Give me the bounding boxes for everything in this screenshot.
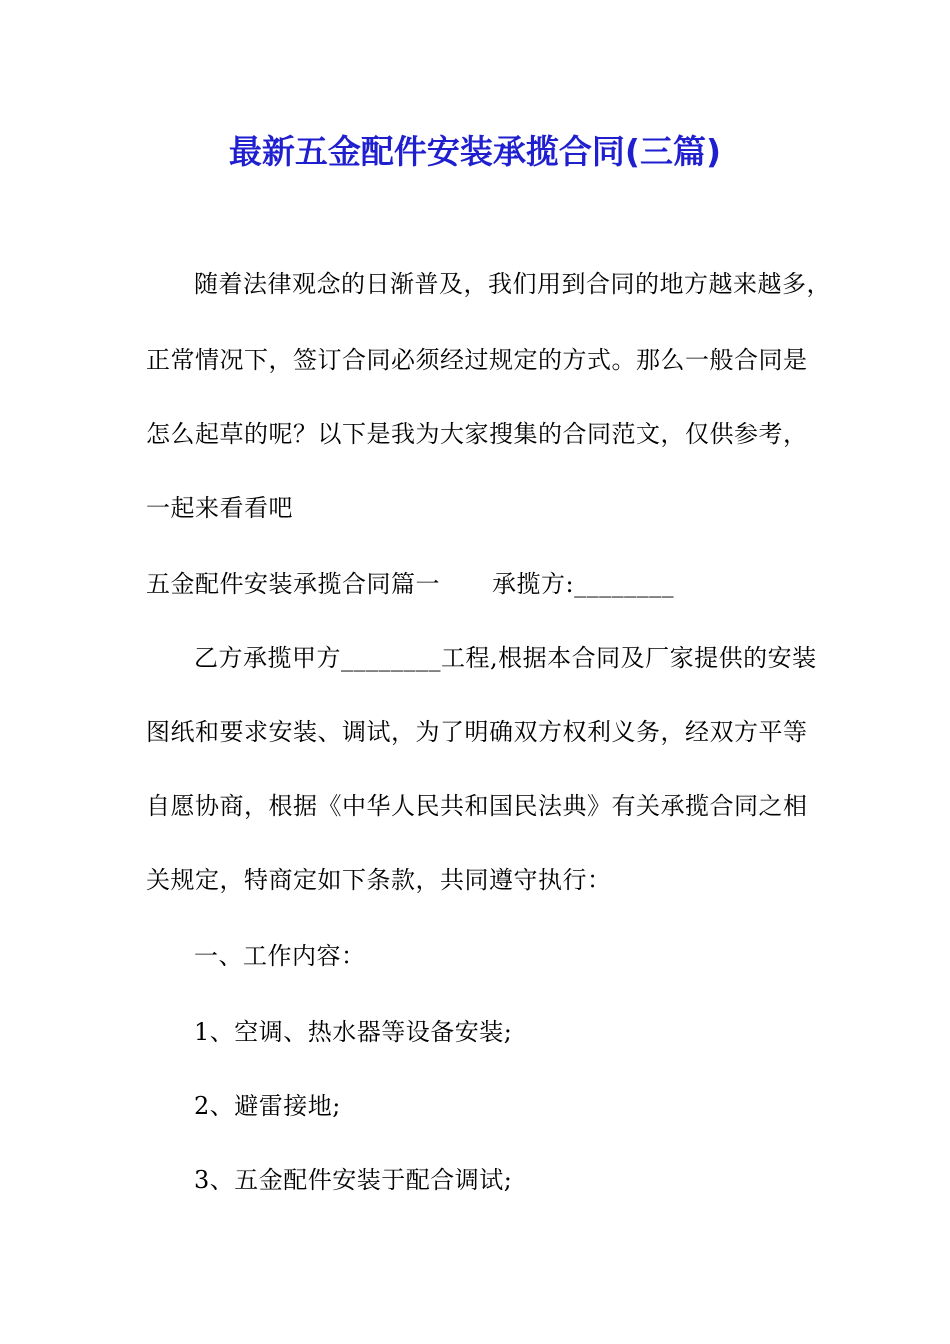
body-line-3: 自愿协商，根据《中华人民共和国民法典》有关承揽合同之相 xyxy=(146,792,808,820)
section-heading-row xyxy=(146,564,826,604)
list-heading: 一、工作内容： xyxy=(194,942,366,970)
body-line-2: 图纸和要求安装、调试，为了明确双方权利义务，经双方平等 xyxy=(146,718,808,746)
intro-line-3: 怎么起草的呢？以下是我为大家搜集的合同范文，仅供参考， xyxy=(146,420,808,448)
section-heading: 五金配件安装承揽合同篇一 xyxy=(146,570,440,598)
list-item-3: 3、五金配件安装于配合调试; xyxy=(194,1166,513,1194)
intro-line-4: 一起来看看吧 xyxy=(146,494,293,522)
intro-line-2: 正常情况下，签订合同必须经过规定的方式。那么一般合同是 xyxy=(146,346,808,374)
body-line-4: 关规定，特商定如下条款，共同遵守执行： xyxy=(146,866,612,894)
contractor-label: 承揽方:________ xyxy=(492,570,675,598)
body-line-1: 乙方承揽甲方________工程,根据本合同及厂家提供的安装 xyxy=(194,644,817,672)
intro-line-1: 随着法律观念的日渐普及，我们用到合同的地方越来越多， xyxy=(194,270,831,298)
list-item-2: 2、避雷接地; xyxy=(194,1092,341,1120)
list-item-1: 1、空调、热水器等设备安装; xyxy=(194,1018,513,1046)
document-title: 最新五金配件安装承揽合同(三篇) xyxy=(228,132,722,171)
